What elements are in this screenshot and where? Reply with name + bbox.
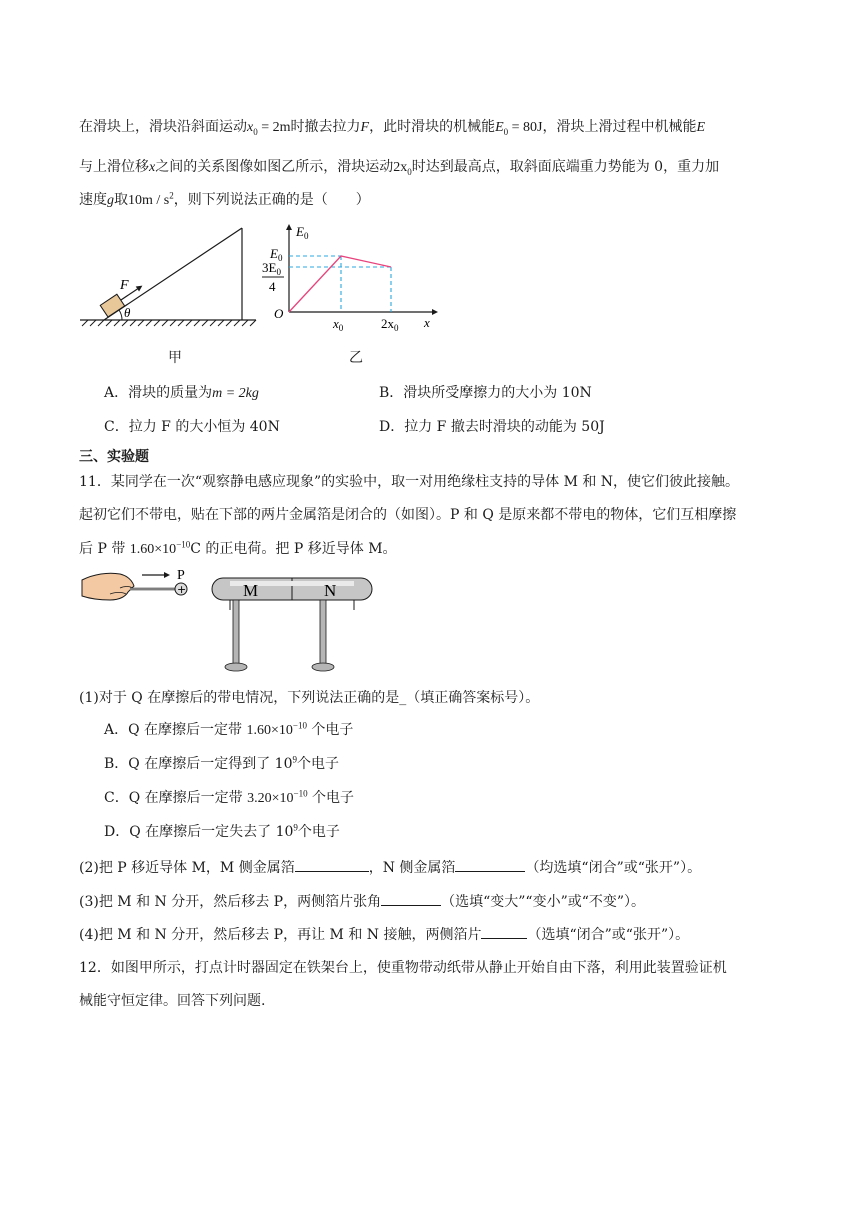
q12-line-2: 械能守恒定律。回答下列问题. <box>79 993 266 1009</box>
q11-sub-4: (4)把 M 和 N 分开，然后移去 P，再让 M 和 N 接触，两侧箔片 （选填“闭合”或“张开”）。 <box>79 924 689 945</box>
q11-option-c: C．Q 在摩擦后一定带 $3.20\times 10^{-10}$ 个电子 <box>104 788 355 806</box>
figure-yi-graph <box>252 222 442 334</box>
x0-tick-label: $x_0$ <box>333 316 344 333</box>
n-label: N <box>324 581 337 600</box>
figure-jia-incline <box>78 222 258 332</box>
q10-line-1: 在滑块上，滑块沿斜面运动$x_0 = 2m$时撤去拉力F，此时滑块的机械能$E_0 = 80J$，滑块上滑过程中机械能E <box>79 119 706 137</box>
section-heading: 三、实验题 <box>79 449 149 465</box>
four-label: 4 <box>269 279 276 294</box>
q10-option-c: C．拉力 F 的大小恒为 40N <box>104 419 280 435</box>
force-label: F <box>120 278 129 293</box>
q11-option-a: A．Q 在摩擦后一定带 $1.60\times 10^{-10}$ 个电子 <box>104 720 354 738</box>
figure-jia-caption: 甲 <box>168 350 182 366</box>
three-quarter-e0-label: $3E_0$ <box>262 260 281 277</box>
q11-line-2: 起初它们不带电，贴在下部的两片金属箔是闭合的（如图）。P 和 Q 是原来都不带电的物体，它们互相摩擦 <box>79 507 737 523</box>
m-label: M <box>243 581 259 600</box>
p-label: P <box>177 568 185 583</box>
q11-option-b: B．Q 在摩擦后一定得到了 $10^9$个电子 <box>104 754 339 772</box>
q11-sub-1: (1)对于 Q 在摩擦后的带电情况，下列说法正确的是_（填正确答案标号）。 <box>79 690 540 706</box>
answer-blank-foils[interactable] <box>481 924 527 939</box>
answer-blank-angle[interactable] <box>381 891 441 906</box>
q11-line-1: 11．某同学在一次“观察静电感应现象”的实验中，取一对用绝缘柱支持的导体 M 和 N，使它们彼此接触。 <box>79 474 740 490</box>
q11-line-3: 后 P 带 $1.60\times 10^{-10}C$ 的正电荷。把 P 移近导体 M。 <box>79 539 397 557</box>
q11-option-d: D．Q 在摩擦后一定失去了 $10^9$个电子 <box>104 822 340 840</box>
origin-label: O <box>274 306 284 321</box>
energy-curve <box>289 256 391 312</box>
insulating-stand-left <box>225 600 247 671</box>
figure-electrostatic-induction <box>80 562 380 677</box>
x-axis-label: x <box>424 315 430 330</box>
two-x0-tick-label: $2x_0$ <box>381 316 399 333</box>
y-axis-label: $E_0$ <box>296 224 309 241</box>
q11-sub-2: (2)把 P 移近导体 M，M 侧金属箔 ，N 侧金属箔 （均选填“闭合”或“张开”）。 <box>79 857 701 878</box>
q11-sub-3: (3)把 M 和 N 分开，然后移去 P，两侧箔片张角 （选填“变大”“变小”或“不变”）。 <box>79 891 645 912</box>
q10-option-b: B．滑块所受摩擦力的大小为 10N <box>379 385 592 401</box>
answer-blank-m-foil[interactable] <box>295 857 369 872</box>
plus-sign: + <box>177 583 187 596</box>
q10-line-2: 与上滑位移x之间的关系图像如图乙所示，滑块运动$2x_0$时达到最高点，取斜面底端重力势能为 0，重力加 <box>79 159 720 177</box>
figure-yi-caption: 乙 <box>349 350 363 366</box>
theta-label: θ <box>124 305 131 320</box>
q10-option-a: A．滑块的质量为m = 2kg <box>104 385 259 401</box>
insulating-stand-right <box>312 600 334 671</box>
q10-option-d: D．拉力 F 撤去时滑块的动能为 50J <box>379 419 605 435</box>
q10-line-3: 速度g取$10m / s^2$，则下列说法正确的是（ ） <box>79 190 370 208</box>
e0-tick-label: $E_0$ <box>270 246 283 263</box>
q12-line-1: 12．如图甲所示，打点计时器固定在铁架台上，使重物带动纸带从静止开始自由下落，利用此装置验证机 <box>79 960 727 976</box>
answer-blank-n-foil[interactable] <box>455 857 525 872</box>
